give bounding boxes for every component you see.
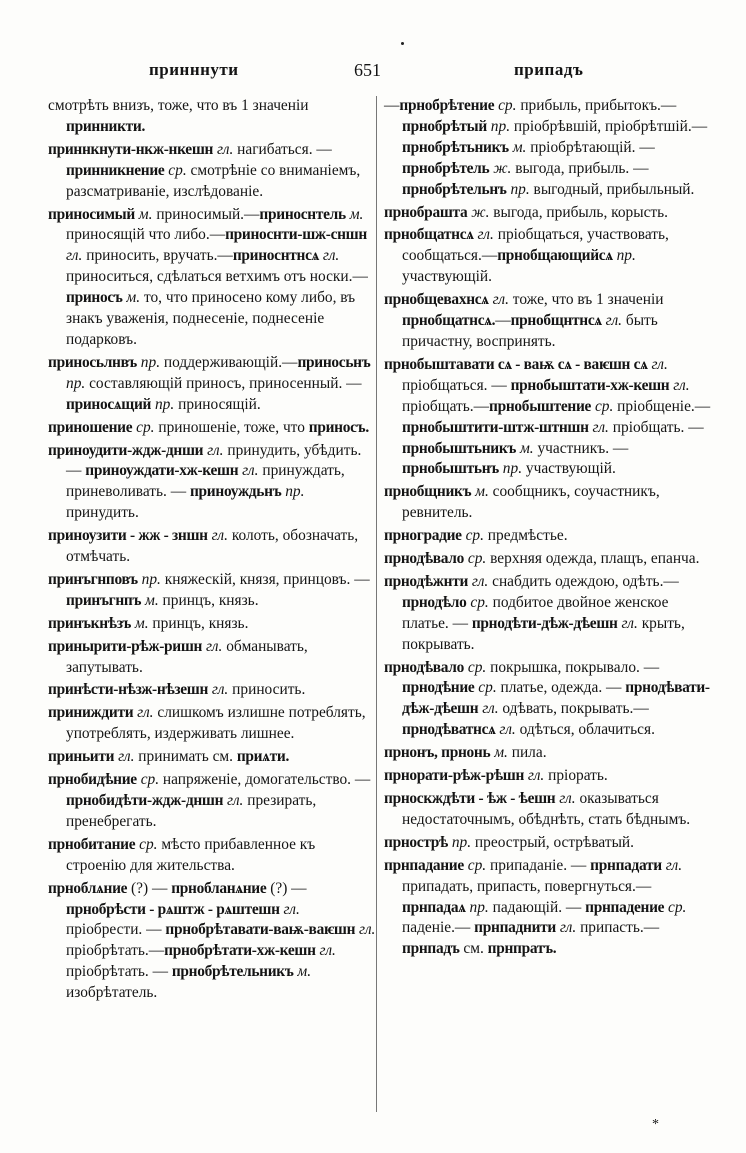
definition-text: принимать см. xyxy=(134,748,237,766)
definition-text: см. xyxy=(459,940,488,958)
grammar-label: пр. xyxy=(140,353,161,371)
definition-text: прiобщенiе.— xyxy=(613,397,711,415)
headword: приносимый xyxy=(48,205,135,223)
definition-text: прiорать. xyxy=(544,767,608,785)
headword: принъгнповъ xyxy=(48,570,138,588)
definition-text: приносящiй. xyxy=(174,395,261,413)
headword: приношение xyxy=(48,418,133,436)
definition-text: мѣсто прибавленное къ строенiю для жительства. xyxy=(66,835,316,874)
dictionary-entry xyxy=(48,418,376,439)
headword: приносѧщий xyxy=(66,395,152,413)
headword: приносъ. xyxy=(308,418,369,436)
headword: прнобрѣтати-хж-кешн xyxy=(164,942,316,960)
definition-text: изобрѣтатель. xyxy=(66,984,158,1002)
grammar-label: гл. xyxy=(605,312,623,330)
definition-text: прiобрѣтающiй. — xyxy=(526,138,655,156)
grammar-label: гл. xyxy=(211,681,229,699)
dictionary-entry xyxy=(48,205,376,351)
definition-text: преострый, острѣватый. xyxy=(471,833,635,851)
grammar-label: ср. xyxy=(498,97,517,114)
definition-text: паденiе.— xyxy=(402,919,475,937)
grammar-label: ж. xyxy=(471,203,490,221)
grammar-label: м. xyxy=(138,205,153,223)
dictionary-entry xyxy=(48,703,376,745)
definition-text: то, что приносено кому либо, въ знакъ уваженiя, поднесенiе, поднесенiе подарковъ. xyxy=(66,289,356,348)
grammar-label: гл. xyxy=(559,790,576,807)
definition-text: (?) — xyxy=(266,879,307,897)
definition-text: прибыль, прибытокъ.— xyxy=(516,97,677,114)
headword: прнпадаѧ xyxy=(402,898,466,916)
dictionary-entry xyxy=(48,96,376,138)
definition-text: крыть, покрывать. xyxy=(402,614,685,653)
grammar-label: гл. xyxy=(492,291,509,309)
dictionary-entry xyxy=(384,833,712,854)
grammar-label: пр. xyxy=(141,570,161,588)
definition-text: участвующiй. xyxy=(522,460,616,478)
definition-text: принудить. xyxy=(66,504,139,522)
headword: прнобидѣти-ждж-дншн xyxy=(66,792,224,809)
dictionary-entry xyxy=(384,225,712,288)
definition-text: нагибаться. — xyxy=(233,140,332,158)
grammar-label: гл. xyxy=(621,614,638,632)
grammar-label: пр. xyxy=(616,247,636,265)
headword: прнострѣ xyxy=(384,833,448,851)
definition-text: падающiй. — xyxy=(488,898,586,916)
headword: приѧти. xyxy=(236,748,290,766)
headword: прнпратъ. xyxy=(487,940,557,958)
definition-text: прiобрести. — xyxy=(66,921,166,939)
grammar-label: ср. xyxy=(594,397,614,415)
dictionary-entry xyxy=(48,526,376,568)
grammar-label: гл. xyxy=(527,767,545,785)
definition-text: принцъ, князь. xyxy=(158,591,259,609)
grammar-label: пр. xyxy=(451,833,472,851)
grammar-label: м. xyxy=(494,744,508,762)
grammar-label: гл. xyxy=(651,355,668,373)
headword: прнобрѣтельнъ xyxy=(402,180,507,198)
definition-text: оказываться недостаточнымъ, обѣднѣть, стать бѣднымъ. xyxy=(402,790,691,828)
definition-text: принуждать, приневоливать. — xyxy=(66,462,345,501)
headword: прнобщнтнсѧ xyxy=(510,312,602,330)
definition-text: снабдить одеждою, одѣть.— xyxy=(488,572,679,590)
dictionary-entry xyxy=(384,355,712,480)
dictionary-entry xyxy=(48,140,376,203)
column-divider xyxy=(376,96,377,1112)
headword: прнпадение xyxy=(585,898,665,916)
headword: прноскждѣти - ѣж - ѣешн xyxy=(384,790,556,807)
footer-mark: * xyxy=(652,1117,659,1132)
headword: прнпаднити xyxy=(474,919,556,937)
headword: прнобыштити-штж-штншн xyxy=(402,418,589,436)
dictionary-entry xyxy=(384,203,712,224)
grammar-label: м. xyxy=(145,591,159,609)
grammar-label: гл. xyxy=(211,527,228,545)
headword: прноградие xyxy=(384,527,462,545)
running-head-right: припадъ xyxy=(514,60,584,79)
headword: принникнение xyxy=(66,161,165,179)
headword: прнобщающийсѧ xyxy=(497,247,613,265)
definition-text: — xyxy=(384,97,400,114)
definition-text: припадать, припасть, повергнуться.— xyxy=(402,877,652,895)
dictionary-entry xyxy=(48,879,376,1004)
definition-text: тоже, что въ 1 значенiи xyxy=(508,291,664,309)
definition-text: колоть, обозначать, отмѣчать. xyxy=(66,527,359,566)
definition-text: приносить, вручать.— xyxy=(82,247,233,265)
definition-text: припасть.— xyxy=(576,919,660,937)
headword: прнобидѣние xyxy=(48,771,137,789)
definition-text: приносящiй что либо.— xyxy=(66,226,226,244)
dictionary-entry xyxy=(384,572,712,656)
headword: принѣсти-нѣзж-нѣзешн xyxy=(48,681,209,699)
definition-text: принцъ, князь. xyxy=(148,614,249,632)
dictionary-entry xyxy=(384,526,712,547)
headword: прнобыштение xyxy=(489,397,592,415)
grammar-label: пр. xyxy=(66,374,86,392)
grammar-label: гл. xyxy=(471,572,489,590)
headword: прнодѣватнсѧ xyxy=(402,721,496,739)
grammar-label: пр. xyxy=(469,898,489,916)
headword: прнодѣжнти xyxy=(384,572,469,590)
dictionary-entry xyxy=(384,290,712,353)
definition-text: участвующiй. xyxy=(402,268,492,286)
running-head-left: принннути xyxy=(149,60,239,79)
dictionary-entry xyxy=(48,353,376,416)
grammar-label: пр. xyxy=(154,395,175,413)
grammar-label: пр. xyxy=(285,483,305,501)
grammar-label: м. xyxy=(134,614,149,632)
headword: прнобыштавати сѧ - ваѭ сѧ - ваѥшн сѧ xyxy=(384,355,648,373)
page-header xyxy=(48,60,710,88)
grammar-label: ср. xyxy=(140,771,160,789)
definition-text: припаданiе. — xyxy=(486,856,591,874)
definition-text: прiобщать.— xyxy=(402,397,490,415)
headword: приносьлнвъ xyxy=(48,353,137,371)
grammar-label: гл. xyxy=(477,226,494,244)
definition-text: обманывать, запутывать. xyxy=(66,637,308,676)
headword: прнобрѣтавати-ваѭ-ваѥшн xyxy=(165,921,356,939)
definition-text: платье, одежда. — xyxy=(496,679,626,697)
definition-text: выгодный, прибыльный. xyxy=(529,180,695,198)
definition-text: прiобщать. — xyxy=(608,418,704,436)
grammar-label: гл. xyxy=(559,919,577,937)
grammar-label: ср. xyxy=(467,856,487,874)
grammar-label: пр. xyxy=(510,180,530,198)
definition-text: приноситься, сдѣлаться ветхимъ отъ носки.— xyxy=(66,268,368,286)
headword: прнобыштьникъ xyxy=(402,439,517,457)
definition-text: выгода, прибыль, корысть. xyxy=(489,203,668,221)
left-column xyxy=(48,96,376,1004)
definition-text: приносить. xyxy=(228,681,306,699)
headword: прнпадъ xyxy=(402,940,460,958)
grammar-label: ср. xyxy=(139,835,158,853)
headword: приноузити - жж - зншн xyxy=(48,527,208,545)
dictionary-entry xyxy=(384,96,712,201)
grammar-label: гл. xyxy=(66,247,83,265)
page-number: 651 xyxy=(354,60,381,80)
headword: прнобрашта xyxy=(384,203,468,221)
headword: прнпадание xyxy=(384,856,464,874)
definition-text: предмѣстье. xyxy=(483,527,568,545)
headword: приннкнути-нкж-нкешн xyxy=(48,140,214,158)
headword: прноблѧние xyxy=(48,879,128,897)
headword: приноудити-ждж-днши xyxy=(48,441,204,459)
definition-text: прiобрѣтать.— xyxy=(66,942,165,960)
definition-text: (?) — xyxy=(127,879,172,897)
definition-text: прiобщаться. — xyxy=(402,376,511,394)
dictionary-entry xyxy=(48,570,376,612)
definition-text: подбитое двойное женское платье. — xyxy=(402,593,669,632)
grammar-label: гл. xyxy=(592,418,609,436)
headword: прнобрѣтение xyxy=(399,97,495,114)
headword: прнобрѣтьникъ xyxy=(402,138,509,156)
grammar-label: м. xyxy=(297,963,312,981)
dictionary-entry xyxy=(384,482,712,524)
definition-text: приношенiе, тоже, что xyxy=(154,418,309,436)
grammar-label: гл. xyxy=(322,247,340,265)
headword: прнонъ, прнонь xyxy=(384,744,491,762)
definition-text: сообщникъ, соучастникъ, ревнитель. xyxy=(402,483,660,522)
definition-text: принудить, убѣдить. — xyxy=(66,441,362,480)
grammar-label: м. xyxy=(349,205,364,223)
definition-text: покрышка, покрывало. — xyxy=(486,658,660,676)
grammar-label: гл. xyxy=(482,700,499,718)
headword: прнобрѣтельникъ xyxy=(171,963,294,981)
grammar-label: гл. xyxy=(207,441,224,459)
headword: приноуждати-хж-кешн xyxy=(85,462,239,480)
headword: прнодѣвати-дѣж-дѣешн xyxy=(402,679,710,718)
headword: прнобрѣтель xyxy=(402,159,490,177)
headword: прнобитание xyxy=(48,835,136,853)
headword: принырити-рѣж-ришн xyxy=(48,637,203,655)
dictionary-entry xyxy=(384,743,712,764)
grammar-label: ср. xyxy=(467,550,487,568)
headword: приноснтнсѧ xyxy=(232,247,320,265)
definition-text: прiобрѣвшiй, прiобрѣтшiй.— xyxy=(510,117,708,135)
grammar-label: гл. xyxy=(673,376,690,394)
grammar-label: м. xyxy=(126,289,141,307)
headword: принникти. xyxy=(66,117,146,135)
dictionary-entry xyxy=(48,747,376,768)
grammar-label: м. xyxy=(512,138,527,156)
grammar-label: гл. xyxy=(206,637,223,655)
headword: приносъ xyxy=(66,289,123,307)
grammar-label: гл. xyxy=(216,140,234,158)
headword: прнобщевахнсѧ xyxy=(384,291,489,309)
grammar-label: м. xyxy=(519,439,534,457)
grammar-label: ср. xyxy=(136,418,155,436)
definition-text: смотрѣнiе со вниманiемъ, разсматриванiе, изслѣдованiе. xyxy=(66,161,361,200)
grammar-label: гл. xyxy=(499,721,516,739)
grammar-label: ср. xyxy=(478,679,497,697)
definition-text: прiобщаться, участвовать, сообщаться.— xyxy=(402,226,669,265)
headword: прнобыштьнъ xyxy=(402,460,499,478)
definition-text: смотрѣть внизъ, тоже, что въ 1 значенiи xyxy=(48,97,309,114)
dictionary-entry xyxy=(384,766,712,787)
headword: приньити xyxy=(48,748,115,766)
dictionary-entry xyxy=(48,637,376,679)
headword: приноснти-шж-сншн xyxy=(225,226,367,244)
headword: принъкнѣзъ xyxy=(48,614,132,632)
definition-text: приносимый.— xyxy=(152,205,260,223)
definition-text: поддерживающiй.— xyxy=(160,353,298,371)
headword: прнобщникъ xyxy=(384,483,472,501)
definition-text: участникъ. — xyxy=(533,439,629,457)
grammar-label: ср. xyxy=(668,898,687,916)
definition-text: верхняя одежда, плащъ, епанча. xyxy=(486,550,700,568)
headword: прнобрѣтый xyxy=(402,117,487,135)
grammar-label: ср. xyxy=(470,593,489,611)
ink-dot xyxy=(401,42,404,45)
definition-text: быть причастну, воспринять. xyxy=(402,312,658,350)
grammar-label: гл. xyxy=(319,942,336,960)
headword: прнпадати xyxy=(590,856,662,874)
grammar-label: м. xyxy=(475,483,489,501)
headword: прнобрѣсти - рѧштж - рѧштешн xyxy=(66,900,280,918)
definition-text: княжескiй, князя, принцовъ. — xyxy=(160,570,370,588)
definition-text: прiобрѣтать. — xyxy=(66,963,172,981)
definition-text: одѣться, облачиться. xyxy=(515,721,655,739)
definition-text: презирать, пренебрегать. xyxy=(66,792,317,830)
grammar-label: гл. xyxy=(359,921,376,939)
grammar-label: ср. xyxy=(465,527,484,545)
dictionary-entry xyxy=(48,835,376,877)
dictionary-entry xyxy=(384,549,712,570)
headword: прнобщатнсѧ xyxy=(384,226,474,244)
dictionary-entry xyxy=(48,441,376,525)
headword: прнодѣвало xyxy=(384,658,465,676)
grammar-label: гл. xyxy=(242,462,259,480)
headword: приноуждьнъ xyxy=(189,483,282,501)
dictionary-entry xyxy=(48,614,376,635)
grammar-label: гл. xyxy=(118,748,135,766)
grammar-label: гл. xyxy=(227,792,244,809)
grammar-label: ср. xyxy=(467,658,487,676)
grammar-label: гл. xyxy=(283,900,300,918)
headword: приниждити xyxy=(48,704,134,722)
definition-text: одѣвать, покрывать.— xyxy=(498,700,649,718)
definition-text: напряженiе, домогательство. — xyxy=(159,771,371,789)
dictionary-entry xyxy=(384,856,712,961)
headword: прнодѣло xyxy=(402,593,467,611)
headword: прнобщатнсѧ. xyxy=(402,312,496,330)
headword: прнодѣти-дѣж-дѣешн xyxy=(471,614,618,632)
grammar-label: пр. xyxy=(502,460,523,478)
definition-text: — xyxy=(495,312,511,330)
grammar-label: ср. xyxy=(168,161,187,179)
grammar-label: пр. xyxy=(490,117,511,135)
headword: приноснтель xyxy=(259,205,346,223)
dictionary-entry xyxy=(384,789,712,831)
headword: приносьнъ xyxy=(297,353,371,371)
definition-text: пила. xyxy=(507,744,547,762)
headword: прнорати-рѣж-рѣшн xyxy=(384,767,525,785)
grammar-label: гл. xyxy=(665,856,683,874)
headword: прнобланѧние xyxy=(171,879,267,897)
definition-text: слишкомъ излишне потреблять, употреблять, издерживать лишнее. xyxy=(66,704,366,743)
right-column xyxy=(384,96,712,960)
headword: принъгнпъ xyxy=(66,591,142,609)
dictionary-entry xyxy=(48,680,376,701)
definition-text: выгода, прибыль. — xyxy=(511,159,649,177)
dictionary-entry xyxy=(48,770,376,833)
headword: прнодѣние xyxy=(402,679,475,697)
grammar-label: гл. xyxy=(137,704,154,722)
dictionary-entry xyxy=(384,658,712,742)
definition-text: составляющiй приносъ, приносенный. — xyxy=(85,374,362,392)
grammar-label: ж. xyxy=(493,159,512,177)
headword: прнобыштати-хж-кешн xyxy=(510,376,670,394)
headword: прнодѣвало xyxy=(384,550,465,568)
